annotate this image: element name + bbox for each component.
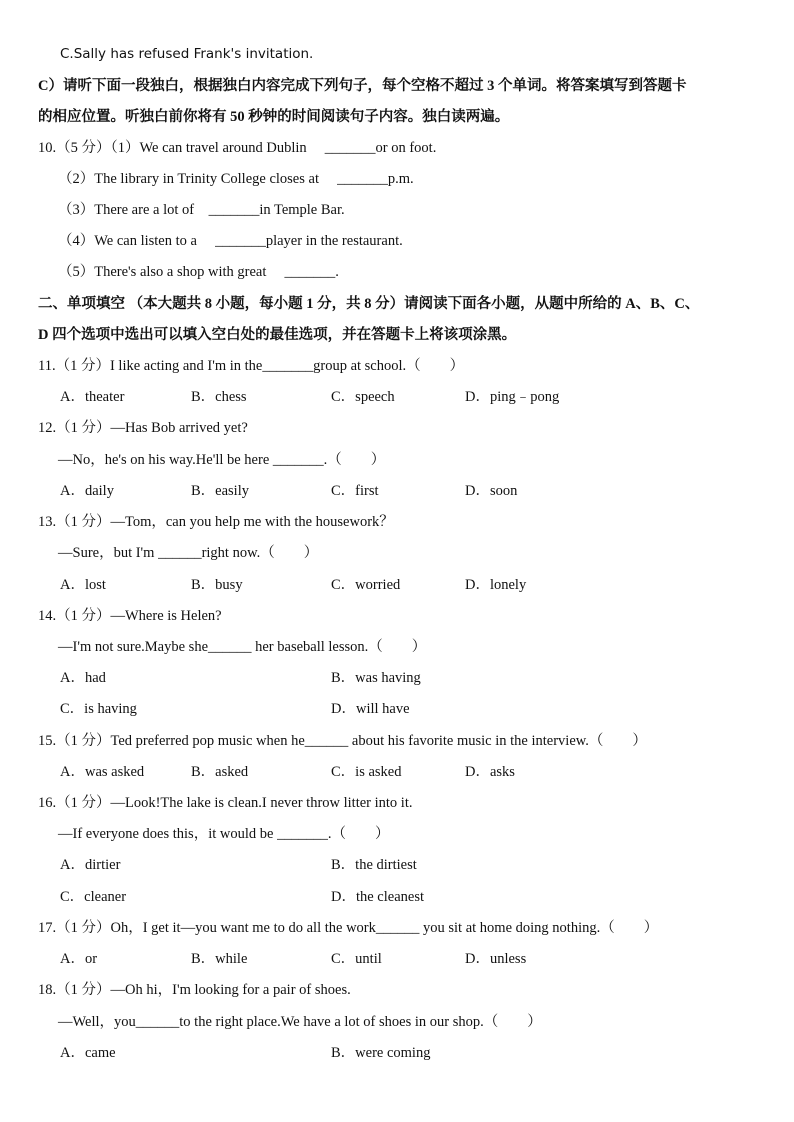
q11-stem: 11.（1 分）I like acting and I'm in the_______group at school.（ ） — [38, 358, 465, 374]
q10-sentence-4: （4）We can listen to a _______player in the restaurant. — [58, 233, 403, 249]
q11-option-c: C．speech — [331, 389, 395, 405]
q16-option-c: C．cleaner — [60, 889, 127, 905]
section-c-instruction-line1: C）请听下面一段独白，根据独白内容完成下列句子，每个空格不超过 3 个单词。将答案填写到答题卡 — [38, 78, 687, 94]
q14-stem: 14.（1 分）—Where is Helen? — [38, 608, 222, 624]
q12-stem: 12.（1 分）—Has Bob arrived yet? — [38, 420, 248, 436]
section-c-instruction-line2: 的相应位置。听独白前你将有 50 秒钟的时间阅读句子内容。独白读两遍。 — [38, 109, 510, 125]
q10-sentence-5: （5）There's also a shop with great _______. — [58, 264, 339, 280]
q15-option-b: B．asked — [191, 764, 249, 780]
q12-option-d: D．soon — [465, 483, 518, 499]
q17-option-b: B．while — [191, 951, 248, 967]
q17-option-a: A．or — [60, 951, 98, 967]
q12-option-c: C．first — [331, 483, 379, 499]
q11-option-a: A．theater — [60, 389, 125, 405]
q13-stem: 13.（1 分）—Tom，can you help me with the housework？ — [38, 514, 394, 530]
q16-option-d: D．the cleanest — [331, 889, 425, 905]
q14-option-d: D．will have — [331, 701, 410, 717]
section-2-instruction-line2: D 四个选项中选出可以填入空白处的最佳选项，并在答题卡上将该项涂黑。 — [38, 327, 517, 343]
q15-option-a: A．was asked — [60, 764, 145, 780]
q16-option-a: A．dirtier — [60, 857, 121, 873]
q10-sentence-2: （2）The library in Trinity College closes at _______p.m. — [58, 171, 414, 187]
q15-option-c: C．is asked — [331, 764, 402, 780]
q14-option-c: C．is having — [60, 701, 137, 717]
q11-option-d: D．ping﹣pong — [465, 389, 560, 405]
q13-option-d: D．lonely — [465, 577, 527, 593]
q14-option-a: A．had — [60, 670, 106, 686]
q12-option-a: A．daily — [60, 483, 114, 499]
q11-option-b: B．chess — [191, 389, 247, 405]
q15-option-d: D．asks — [465, 764, 515, 780]
q16-option-b: B．the dirtiest — [331, 857, 417, 873]
q13-stem-2: —Sure，but I'm ______right now.（ ） — [58, 545, 319, 561]
section-2-instruction-line1: 二、单项填空 （本大题共 8 小题，每小题 1 分，共 8 分）请阅读下面各小题，从题中所给的 A、B、C、 — [38, 296, 700, 312]
q14-option-b: B．was having — [331, 670, 421, 686]
q10-sentence-1: 10.（5 分）（1）We can travel around Dublin _______or on foot. — [38, 140, 437, 156]
q15-stem: 15.（1 分）Ted preferred pop music when he______ about his favorite music in the interview.（ ） — [38, 733, 647, 749]
q13-option-c: C．worried — [331, 577, 401, 593]
q18-stem-2: —Well，you______to the right place.We have a lot of shoes in our shop.（ ） — [58, 1014, 542, 1030]
q12-option-b: B．easily — [191, 483, 249, 499]
q10-sentence-3: （3）There are a lot of _______in Temple Bar. — [58, 202, 345, 218]
q14-stem-2: —I'm not sure.Maybe she______ her baseball lesson.（ ） — [58, 639, 427, 655]
q12-stem-2: —No，he's on his way.He'll be here _______.（ ） — [58, 452, 386, 468]
q13-option-a: A．lost — [60, 577, 106, 593]
q16-stem: 16.（1 分）—Look!The lake is clean.I never throw litter into it. — [38, 795, 413, 811]
q17-option-d: D．unless — [465, 951, 527, 967]
q18-stem: 18.（1 分）—Oh hi，I'm looking for a pair of shoes. — [38, 982, 351, 998]
q18-option-a: A．came — [60, 1045, 116, 1061]
q16-stem-2: —If everyone does this，it would be _______.（ ） — [58, 826, 390, 842]
q13-option-b: B．busy — [191, 577, 243, 593]
top-option-c: C.Sally has refused Frank's invitation. — [60, 46, 314, 62]
q17-stem: 17.（1 分）Oh，I get it—you want me to do all the work______ you sit at home doing nothing.（ ） — [38, 920, 659, 936]
q17-option-c: C．until — [331, 951, 382, 967]
q18-option-b: B．were coming — [331, 1045, 431, 1061]
